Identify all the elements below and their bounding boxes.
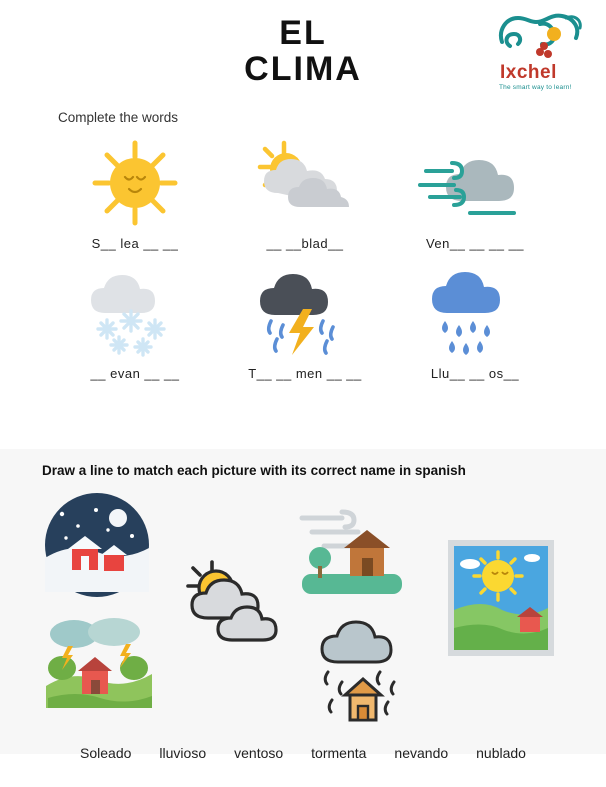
- page-title-line1: EL: [279, 14, 327, 52]
- snowy-village-circle-picture: [44, 492, 150, 598]
- exercise-blank-3: Ven__ __ __ __: [425, 236, 525, 251]
- logo: [496, 12, 584, 98]
- exercise-blank-4: __ evan __ __: [90, 366, 180, 381]
- section1-row: [50, 135, 560, 251]
- wind-cloud-icon: [390, 135, 560, 230]
- section1-row: [50, 265, 560, 381]
- word-soleado[interactable]: Soleado: [80, 745, 132, 761]
- section1-instruction: Complete the words: [58, 110, 179, 125]
- exercise-item-3: [390, 135, 560, 251]
- exercise-blank-1: S__ lea __ __: [91, 236, 179, 251]
- section2-instruction: Draw a line to match each picture with its correct name in spanish: [42, 463, 466, 478]
- sun-icon: [50, 135, 220, 230]
- sun-behind-cloud-icon: [220, 135, 390, 230]
- exercise-item-2: [220, 135, 390, 251]
- exercise-blank-2: __ __blad__: [266, 236, 344, 251]
- word-nevando[interactable]: nevando: [394, 745, 449, 761]
- logo-tagline: The smart way to learn!: [499, 84, 572, 91]
- word-tormenta[interactable]: tormenta: [311, 745, 367, 761]
- exercise-item-4: [50, 265, 220, 381]
- word-nublado[interactable]: nublado: [476, 745, 526, 761]
- snow-cloud-icon: [50, 265, 220, 360]
- page-title-line2: CLIMA: [244, 49, 362, 88]
- word-bank: [0, 745, 606, 761]
- exercise-item-1: [50, 135, 220, 251]
- sun-behind-clouds-picture: [178, 556, 290, 652]
- thunderstorm-icon: [220, 265, 390, 360]
- exercise-item-5: [220, 265, 390, 381]
- word-lluvioso[interactable]: lluvioso: [159, 745, 207, 761]
- windy-house-picture: [294, 506, 410, 598]
- exercise-blank-6: Llu__ __ os__: [430, 366, 520, 381]
- section1-grid: [50, 135, 560, 381]
- sunny-landscape-picture: [448, 540, 554, 656]
- rain-cloud-icon: [390, 265, 560, 360]
- word-ventoso[interactable]: ventoso: [234, 745, 284, 761]
- exercise-item-6: [390, 265, 560, 381]
- stormy-house-picture: [44, 612, 154, 708]
- logo-mark-icon: [496, 12, 584, 62]
- logo-brand-text: Ixchel: [500, 62, 557, 83]
- exercise-blank-5: T__ __ men __ __: [248, 366, 362, 381]
- rainy-house-picture: [312, 620, 412, 728]
